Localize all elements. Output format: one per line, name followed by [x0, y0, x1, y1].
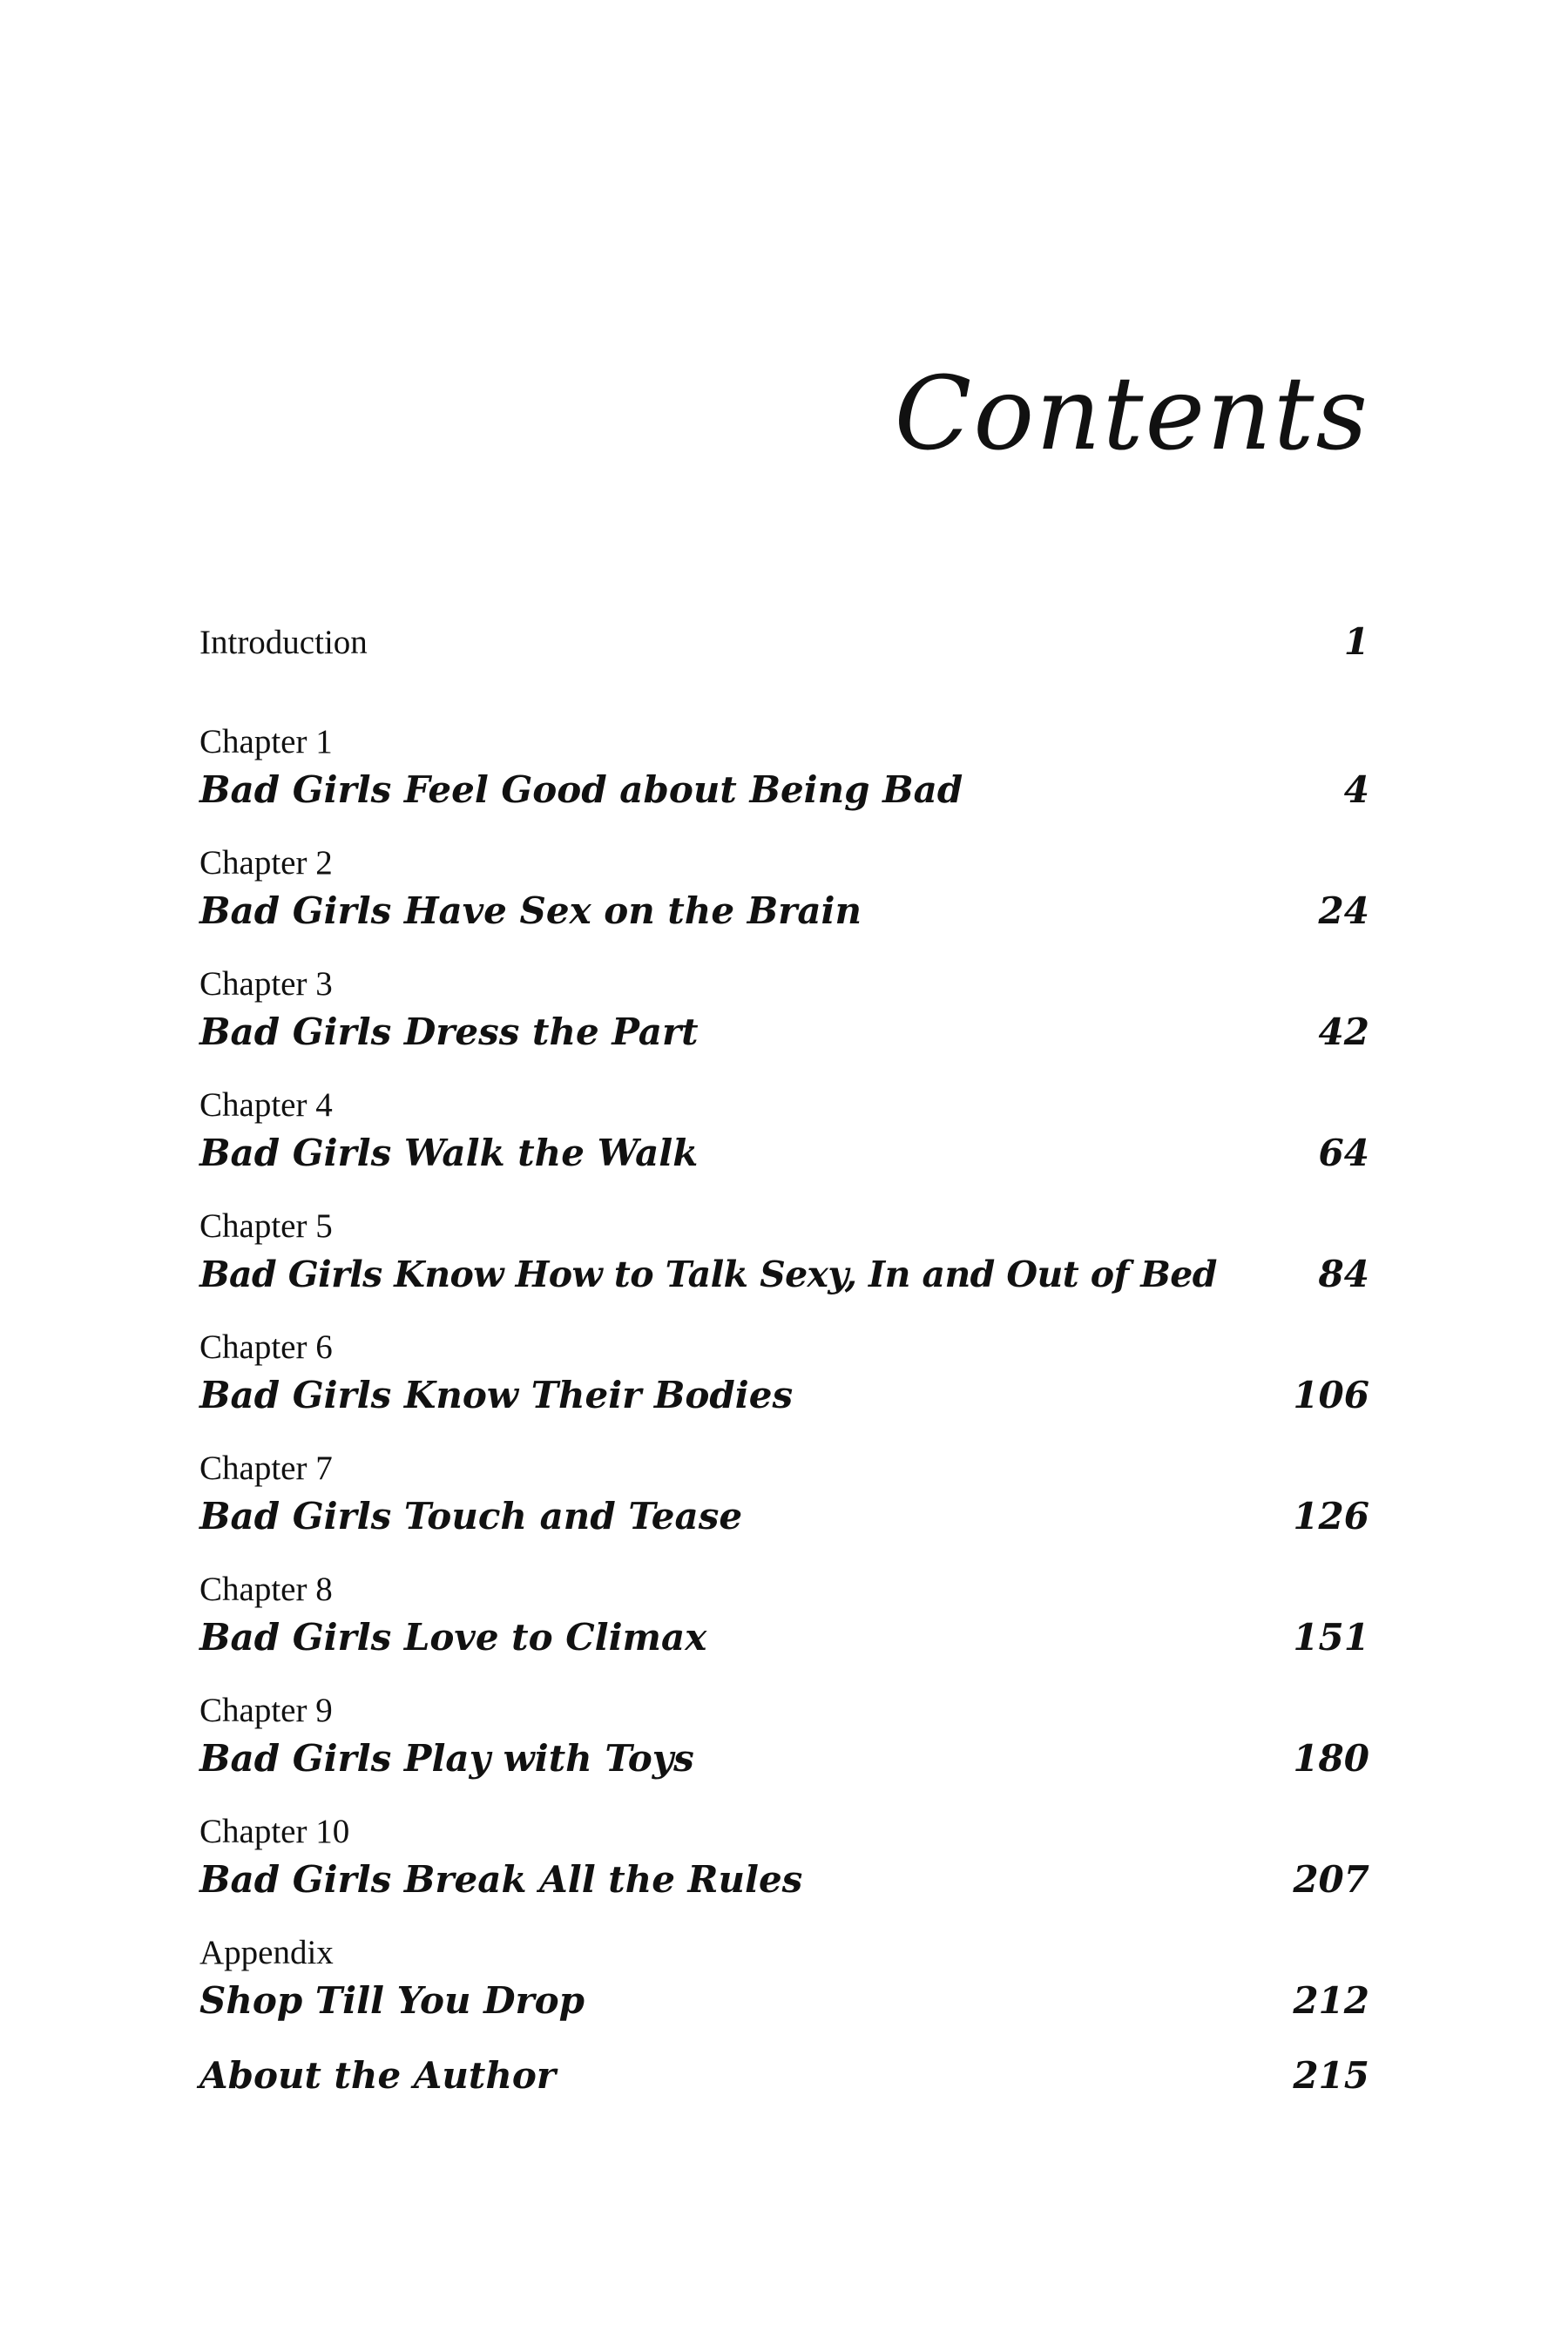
chapter-page-number: 207 — [1293, 1858, 1369, 1901]
chapter-title: Bad Girls Have Sex on the Brain — [199, 889, 862, 932]
chapter-label: Chapter 9 — [199, 1692, 333, 1729]
chapter-title: Bad Girls Play with Toys — [199, 1737, 694, 1780]
chapter-label: Chapter 1 — [199, 723, 333, 760]
chapter-page-number: 42 — [1318, 1010, 1369, 1053]
chapter-label: Chapter 7 — [199, 1450, 333, 1487]
chapter-label: Chapter 3 — [199, 965, 333, 1003]
chapter-page-number: 64 — [1318, 1132, 1369, 1174]
chapter-row — [199, 1616, 1369, 1659]
appendix-page-number: 212 — [1293, 1979, 1369, 2022]
toc-entry-chapter-9[interactable] — [199, 1693, 1369, 1781]
chapter-title: Bad Girls Break All the Rules — [199, 1858, 803, 1901]
chapter-row — [199, 1858, 1369, 1902]
toc-entry-introduction[interactable] — [199, 620, 1369, 664]
chapter-row — [199, 1132, 1369, 1175]
appendix-row — [199, 1979, 1369, 2023]
appendix-title: Shop Till You Drop — [199, 1979, 585, 2022]
chapter-page-number: 4 — [1343, 768, 1369, 811]
chapter-row — [199, 1374, 1369, 1417]
chapter-title: Bad Girls Love to Climax — [199, 1616, 707, 1659]
chapter-label: Chapter 6 — [199, 1328, 333, 1366]
toc-entry-chapter-5[interactable] — [199, 1209, 1369, 1296]
chapter-label: Chapter 2 — [199, 844, 333, 882]
about-author-page-number: 215 — [1293, 2054, 1369, 2097]
toc-entry-chapter-7[interactable] — [199, 1451, 1369, 1538]
introduction-label: Introduction — [199, 624, 368, 661]
chapter-row — [199, 1010, 1369, 1054]
chapter-title: Bad Girls Touch and Tease — [199, 1495, 743, 1538]
appendix-label: Appendix — [199, 1934, 334, 1971]
toc-entry-chapter-3[interactable] — [199, 967, 1369, 1054]
chapter-label: Chapter 8 — [199, 1571, 333, 1608]
chapter-page-number: 180 — [1293, 1737, 1369, 1780]
chapter-row — [199, 1253, 1369, 1296]
chapter-title: Bad Girls Feel Good about Being Bad — [199, 768, 963, 811]
chapter-label: Chapter 4 — [199, 1086, 333, 1124]
chapter-row — [199, 1737, 1369, 1781]
about-author-title: About the Author — [199, 2054, 557, 2097]
toc-entry-chapter-6[interactable] — [199, 1330, 1369, 1417]
chapter-page-number: 84 — [1318, 1253, 1369, 1295]
toc-entry-chapter-2[interactable] — [199, 846, 1369, 933]
toc-entry-chapter-4[interactable] — [199, 1088, 1369, 1175]
toc-entry-chapter-1[interactable] — [199, 725, 1369, 812]
chapter-title: Bad Girls Walk the Walk — [199, 1132, 699, 1174]
chapter-label: Chapter 5 — [199, 1207, 333, 1245]
chapter-row — [199, 889, 1369, 933]
toc-entry-chapter-8[interactable] — [199, 1572, 1369, 1659]
toc-entry-chapter-10[interactable] — [199, 1815, 1369, 1902]
page-title: Contents — [894, 355, 1369, 473]
introduction-page-number: 1 — [1343, 620, 1369, 663]
chapter-row — [199, 768, 1369, 812]
chapter-page-number: 126 — [1293, 1495, 1369, 1538]
chapter-title: Bad Girls Dress the Part — [199, 1010, 699, 1053]
chapter-page-number: 106 — [1293, 1374, 1369, 1416]
chapter-title: Bad Girls Know Their Bodies — [199, 1374, 794, 1416]
chapter-row — [199, 1495, 1369, 1538]
chapter-page-number: 24 — [1318, 889, 1369, 932]
chapter-label: Chapter 10 — [199, 1813, 350, 1850]
toc-entry-appendix[interactable] — [199, 1936, 1369, 2023]
toc-entry-about-the-author[interactable] — [199, 2054, 1369, 2098]
chapter-page-number: 151 — [1293, 1616, 1369, 1659]
chapter-title: Bad Girls Know How to Talk Sexy, In and Out of Bed — [199, 1254, 1217, 1295]
